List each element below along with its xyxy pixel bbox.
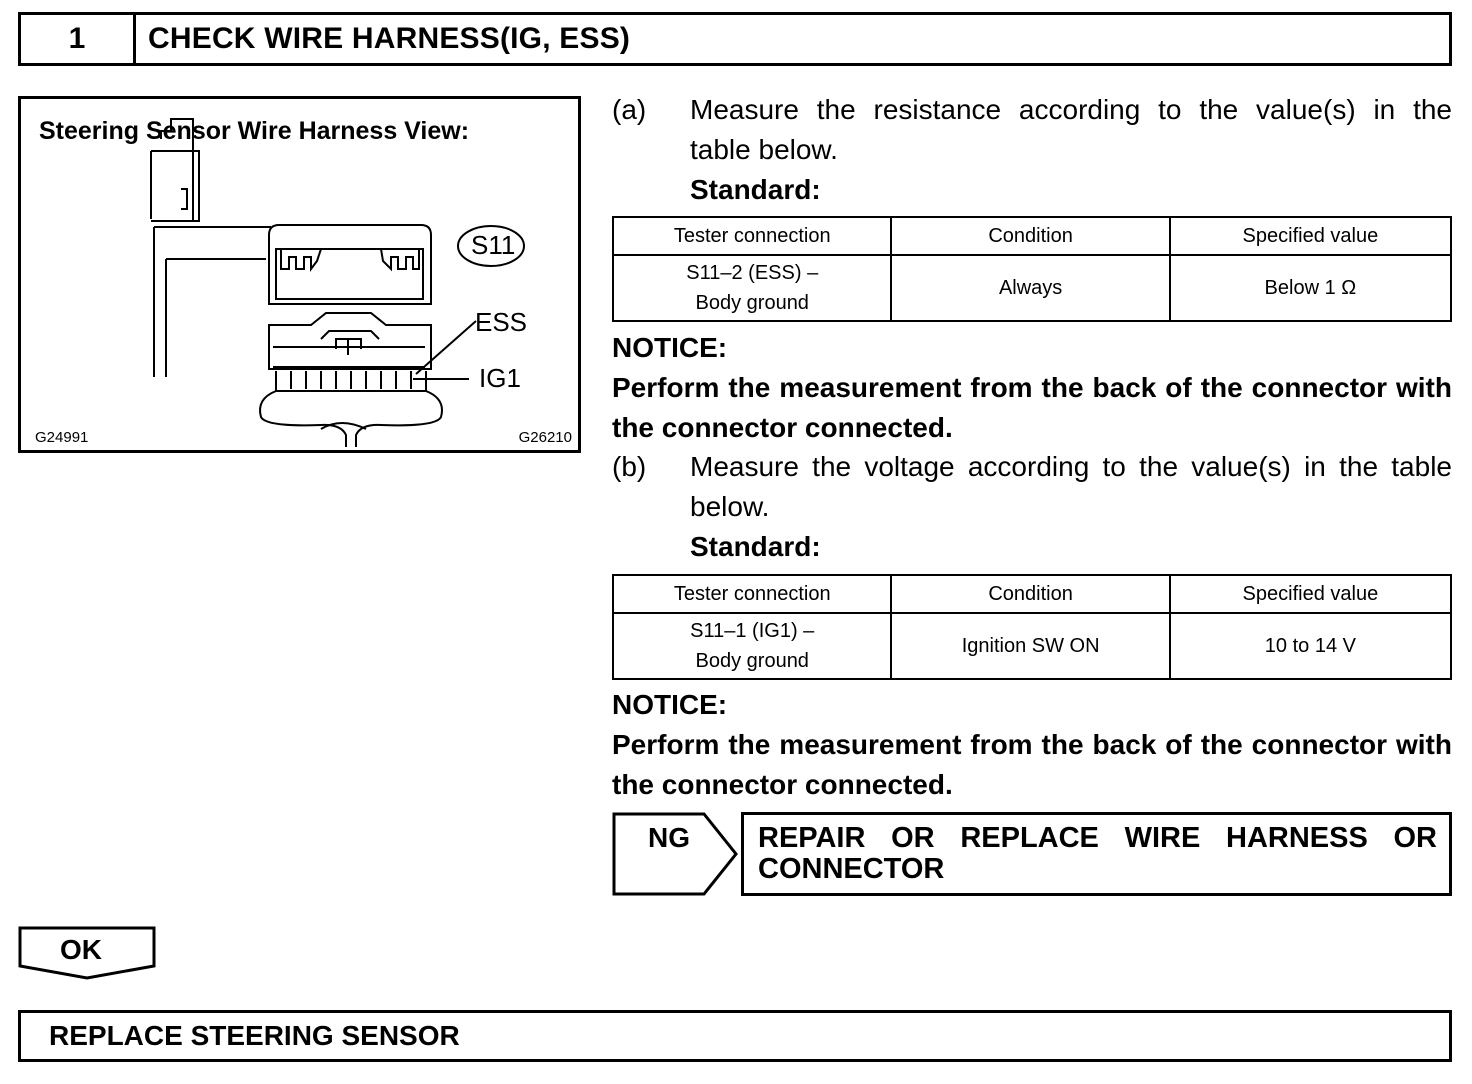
- figure-code-left: G24991: [35, 429, 89, 446]
- connector-id-label: S11: [471, 230, 516, 260]
- ng-action-box: [741, 812, 1452, 896]
- table-header: Tester connection: [613, 575, 891, 613]
- connection-line2: Body ground: [695, 292, 809, 314]
- ng-action-line1: REPAIR OR REPLACE WIRE HARNESS OR: [758, 822, 1437, 854]
- ng-arrow-box: [612, 812, 740, 896]
- tester-connection-cell: [613, 255, 891, 321]
- figure-title: Steering Sensor Wire Harness View:: [39, 117, 470, 145]
- step-b-standard-label: Standard:: [690, 531, 821, 562]
- notice-text: Perform the measurement from the back of the connector with the connector connected.: [612, 372, 1452, 443]
- condition-cell: Always: [891, 255, 1169, 321]
- step-a-instruction: [612, 90, 1452, 210]
- step-b-text-line1: Measure the voltage according to the value(s) in the table: [690, 451, 1452, 482]
- step-b-spec-table: [612, 574, 1452, 680]
- notice-label: NOTICE:: [612, 689, 728, 720]
- ig1-pin-label: IG1: [479, 363, 521, 393]
- specified-value-cell: Below 1 Ω: [1170, 255, 1451, 321]
- final-step-title: REPLACE STEERING SENSOR: [49, 1020, 460, 1051]
- connection-line2: Body ground: [695, 650, 809, 672]
- step-b-instruction: [612, 447, 1452, 567]
- ng-action-line2: CONNECTOR: [758, 853, 945, 885]
- specified-value-cell: 10 to 14 V: [1170, 613, 1451, 679]
- connection-line1: S11–2 (ESS) –: [686, 262, 819, 284]
- step-b-text-line2: below.: [690, 491, 770, 522]
- step-a-text-line1: Measure the resistance according to the value(s) in the: [690, 94, 1452, 125]
- condition-cell: Ignition SW ON: [891, 613, 1169, 679]
- table-header: Tester connection: [613, 217, 891, 255]
- connector-illustration: [21, 99, 578, 450]
- step-a-spec-table: [612, 216, 1452, 322]
- figure-code-right: G26210: [518, 429, 572, 446]
- step-a-text-line2: table below.: [690, 134, 838, 165]
- step-b-notice: [612, 685, 1452, 805]
- table-header: Specified value: [1170, 575, 1451, 613]
- table-header: Specified value: [1170, 217, 1451, 255]
- connection-line1: S11–1 (IG1) –: [690, 620, 815, 642]
- ng-label: NG: [648, 822, 690, 853]
- ess-pin-label: ESS: [475, 307, 528, 337]
- notice-text: Perform the measurement from the back of the connector with the connector connected.: [612, 729, 1452, 800]
- step-title: CHECK WIRE HARNESS(IG, ESS): [148, 22, 631, 55]
- step-b-marker: (b): [612, 451, 647, 482]
- ok-arrow-box: [18, 926, 156, 980]
- final-step-bar: [18, 1010, 1452, 1062]
- step-a-notice: [612, 328, 1452, 448]
- step-a-marker: (a): [612, 94, 647, 125]
- notice-label: NOTICE:: [612, 332, 728, 363]
- table-header: Condition: [891, 217, 1169, 255]
- connector-figure: [18, 96, 581, 453]
- table-header: Condition: [891, 575, 1169, 613]
- step-header: [18, 12, 1452, 66]
- table-row: [613, 255, 1451, 321]
- step-number: 1: [21, 15, 136, 63]
- table-row: [613, 613, 1451, 679]
- step-a-standard-label: Standard:: [690, 174, 821, 205]
- ok-label: OK: [60, 934, 102, 965]
- tester-connection-cell: [613, 613, 891, 679]
